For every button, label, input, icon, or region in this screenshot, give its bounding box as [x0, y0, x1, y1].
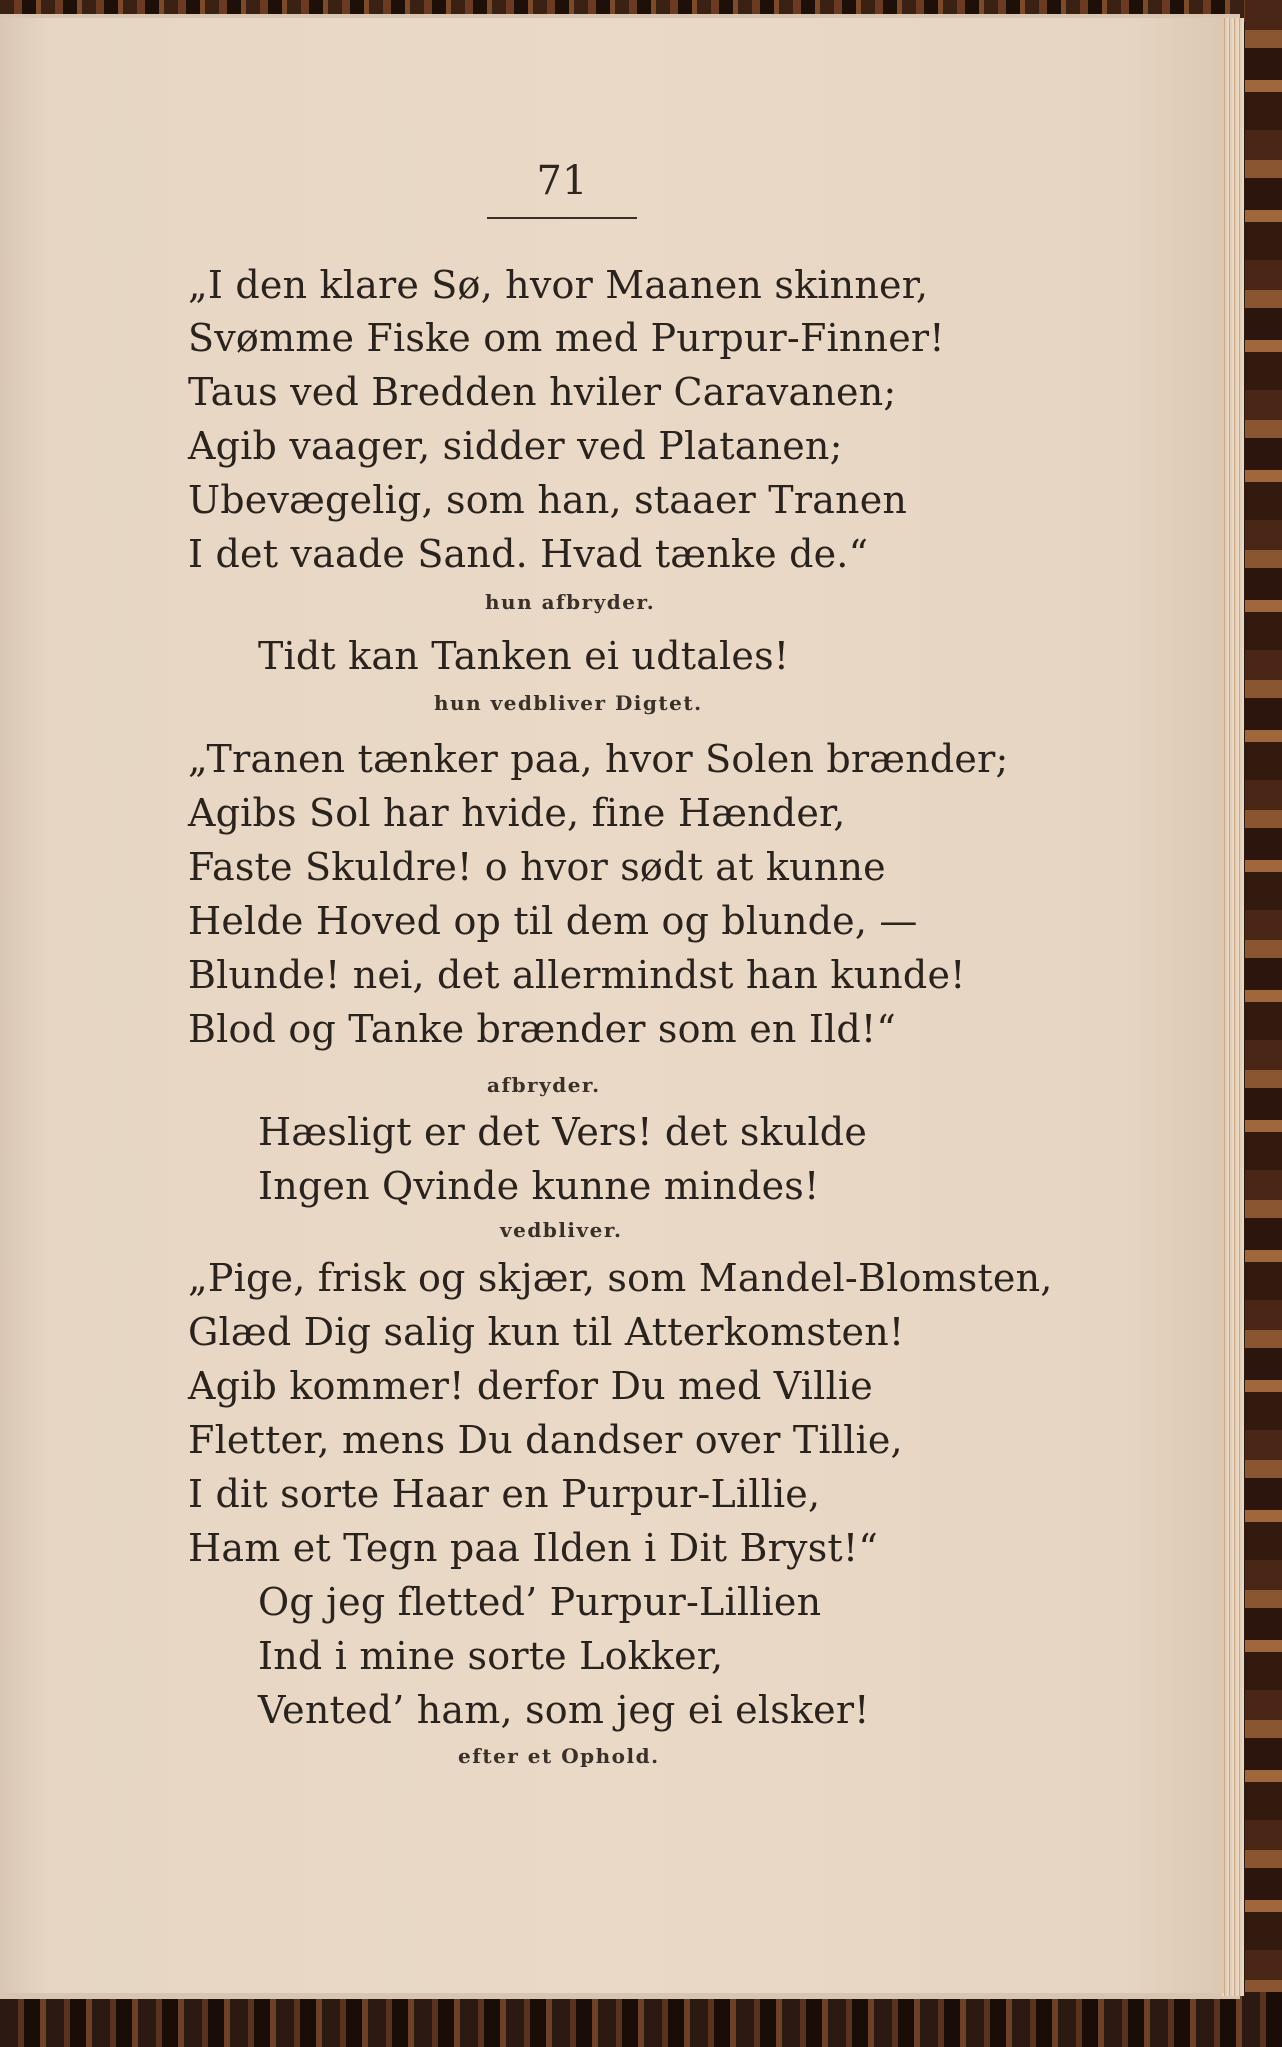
poem-line: Glæd Dig salig kun til Atterkomsten!	[188, 1310, 905, 1354]
book-cover-right	[1245, 0, 1282, 2047]
poem-line: Ham et Tegn paa Ilden i Dit Bryst!“	[188, 1526, 878, 1570]
poem-line: Blunde! nei, det allermindst han kunde!	[188, 953, 966, 997]
poem-line: „Tranen tænker paa, hvor Solen brænder;	[188, 737, 1009, 781]
page-edges	[1222, 18, 1244, 1996]
poem-text	[0, 18, 1224, 1993]
poem-line: Tidt kan Tanken ei udtales!	[258, 634, 790, 678]
page-number: 71	[536, 158, 588, 204]
stage-direction: afbryder.	[487, 1073, 601, 1097]
poem-line: Faste Skuldre! o hvor sødt at kunne	[188, 845, 886, 889]
poem-line: Ind i mine sorte Lokker,	[258, 1634, 724, 1678]
book-page	[0, 18, 1224, 1993]
poem-line: Og jeg fletted’ Purpur-Lillien	[258, 1580, 822, 1624]
poem-line: Agib vaager, sidder ved Platanen;	[188, 424, 843, 468]
poem-line: Svømme Fiske om med Purpur-Finner!	[188, 316, 945, 360]
poem-line: I det vaade Sand. Hvad tænke de.“	[188, 532, 869, 576]
poem-line: „I den klare Sø, hvor Maanen skinner,	[188, 263, 929, 307]
poem-line: Hæsligt er det Vers! det skulde	[258, 1110, 868, 1154]
stage-direction: vedbliver.	[500, 1218, 623, 1242]
poem-line: Agibs Sol har hvide, fine Hænder,	[188, 791, 846, 835]
poem-line: Blod og Tanke brænder som en Ild!“	[188, 1007, 897, 1051]
poem-line: Ingen Qvinde kunne mindes!	[258, 1164, 820, 1208]
poem-line: Ubevægelig, som han, staaer Tranen	[188, 478, 908, 522]
poem-line: Agib kommer! derfor Du med Villie	[188, 1364, 873, 1408]
stage-direction: efter et Ophold.	[458, 1744, 660, 1768]
poem-line: I dit sorte Haar en Purpur-Lillie,	[188, 1472, 821, 1516]
book-cover-bottom	[0, 1992, 1282, 2047]
poem-line: Fletter, mens Du dandser over Tillie,	[188, 1418, 903, 1462]
stage-direction: hun afbryder.	[485, 590, 656, 614]
poem-line: Helde Hoved op til dem og blunde, —	[188, 899, 918, 943]
poem-line: „Pige, frisk og skjær, som Mandel-Blomsten,	[188, 1256, 1053, 1300]
poem-line: Vented’ ham, som jeg ei elsker!	[258, 1688, 870, 1732]
poem-line: Taus ved Bredden hviler Caravanen;	[188, 370, 897, 414]
stage-direction: hun vedbliver Digtet.	[434, 691, 703, 715]
